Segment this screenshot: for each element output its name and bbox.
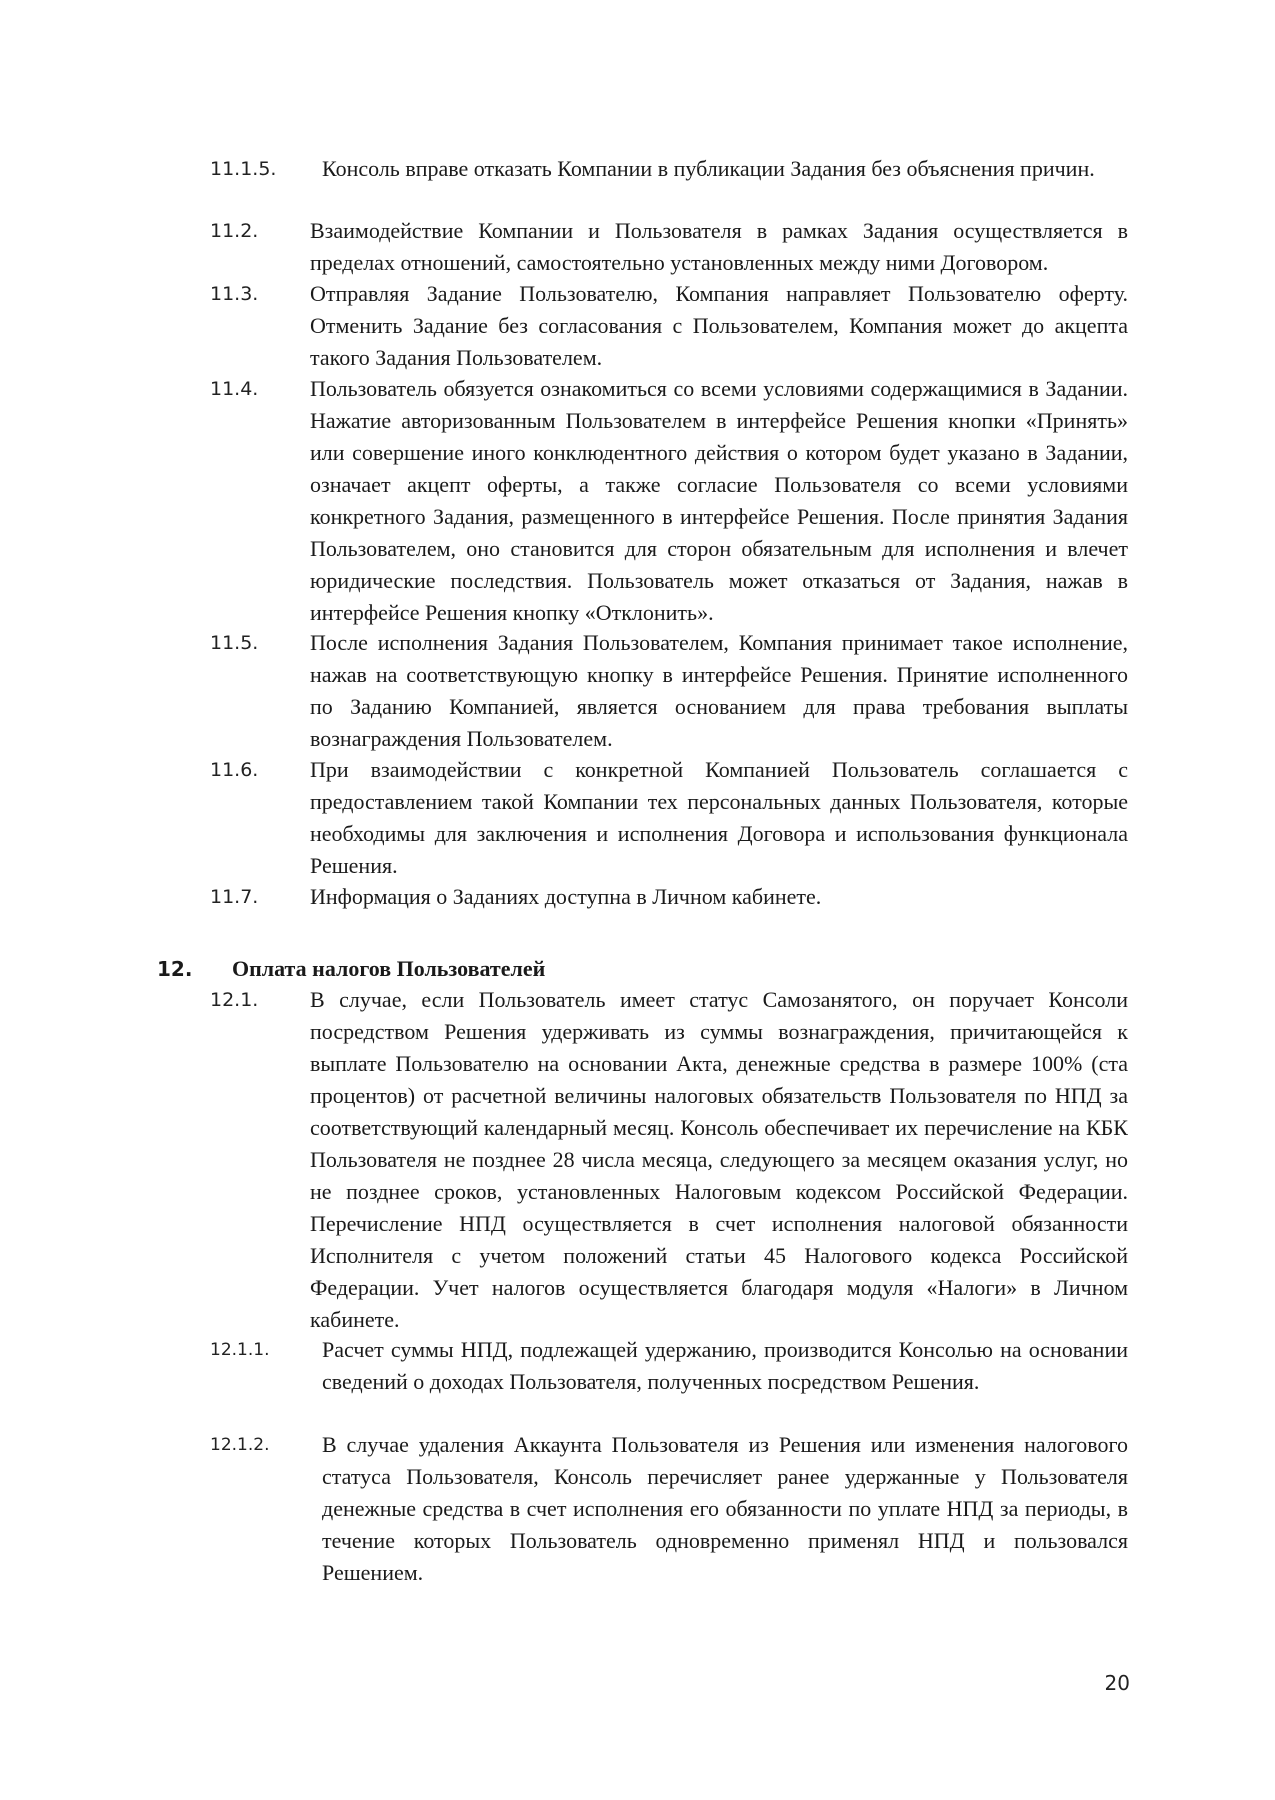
clause-11-1-5 [210, 153, 1128, 185]
page-number: 20 [1104, 1671, 1130, 1695]
clause-11-4 [210, 373, 1128, 629]
clause-number: 12.1. [210, 989, 259, 1011]
clause-number: 11.2. [210, 220, 259, 242]
section-number: 12. [157, 957, 193, 981]
clause-text: Пользователь обязуется ознакомиться со всеми условиями содержащимися в Задании. Нажатие авторизованным Пользователем в интерфейсе Решения кнопки «Принять» или совершение иного конклюдентного действия о котором будет указано в Задании, означает акцепт оферты, а также согласие Пользователя со всеми условиями конкретного Задания, размещенного в интерфейсе Решения. После принятия Задания Пользователем, оно становится для сторон обязательным для исполнения и влечет юридические последствия. Пользователь может отказаться от Задания, нажав в интерфейсе Решения кнопку «Отклонить». [310, 376, 1128, 625]
clause-text: Информация о Заданиях доступна в Личном кабинете. [310, 884, 822, 909]
clause-text: В случае, если Пользователь имеет статус Самозанятого, он поручает Консоли посредством Решения удерживать из суммы вознаграждения, причитающейся к выплате Пользователю на основании Акта, денежные средства в размере 100% (ста процентов) от расчетной величины налоговых обязательств Пользователя по НПД за соответствующий календарный месяц. Консоль обеспечивает их перечисление на КБК Пользователя не позднее 28 числа месяца, следующего за месяцем оказания услуг, но не позднее сроков, установленных Налоговым кодексом Российской Федерации. Перечисление НПД осуществляется в счет исполнения налоговой обязанности Исполнителя с учетом положений статьи 45 Налогового кодекса Российской Федерации. Учет налогов осуществляется благодаря модуля «Налоги» в Личном кабинете. [310, 987, 1128, 1332]
clause-text: Отправляя Задание Пользователю, Компания направляет Пользователю оферту. Отменить Задание без согласования с Пользователем, Компания может до акцепта такого Задания Пользователем. [310, 281, 1128, 370]
clause-number: 11.4. [210, 378, 259, 400]
clause-number: 12.1.2. [210, 1435, 270, 1455]
clause-12-1-1 [210, 1334, 1128, 1398]
clause-11-7 [210, 881, 1128, 913]
clause-11-3 [210, 278, 1128, 374]
clause-number: 11.5. [210, 632, 259, 654]
section-title: Оплата налогов Пользователей [232, 956, 546, 981]
clause-text: Расчет суммы НПД, подлежащей удержанию, производится Консолью на основании сведений о доходах Пользователя, полученных посредством Решения. [322, 1337, 1128, 1394]
clause-12-1-2 [210, 1429, 1128, 1589]
clause-11-2 [210, 215, 1128, 279]
clause-number: 12.1.1. [210, 1340, 270, 1360]
clause-12-1 [210, 984, 1128, 1336]
clause-number: 11.6. [210, 759, 259, 781]
clause-text: Консоль вправе отказать Компании в публикации Задания без объяснения причин. [322, 156, 1095, 181]
clause-11-6 [210, 754, 1128, 882]
clause-text: После исполнения Задания Пользователем, Компания принимает такое исполнение, нажав на соответствующую кнопку в интерфейсе Решения. Принятие исполненного по Заданию Компанией, является основанием для права требования выплаты вознаграждения Пользователем. [310, 630, 1128, 751]
clause-text: В случае удаления Аккаунта Пользователя из Решения или изменения налогового статуса Пользователя, Консоль перечисляет ранее удержанные у Пользователя денежные средства в счет исполнения его обязанности по уплате НПД за периоды, в течение которых Пользователь одновременно применял НПД и пользовался Решением. [322, 1432, 1128, 1585]
clause-text: При взаимодействии с конкретной Компанией Пользователь соглашается с предоставлением такой Компании тех персональных данных Пользователя, которые необходимы для заключения и исполнения Договора и использования функционала Решения. [310, 757, 1128, 878]
clause-number: 11.3. [210, 283, 259, 305]
clause-number: 11.7. [210, 886, 259, 908]
clause-11-5 [210, 627, 1128, 755]
clause-text: Взаимодействие Компании и Пользователя в рамках Задания осуществляется в пределах отношений, самостоятельно установленных между ними Договором. [310, 218, 1128, 275]
clause-number: 11.1.5. [210, 158, 277, 180]
